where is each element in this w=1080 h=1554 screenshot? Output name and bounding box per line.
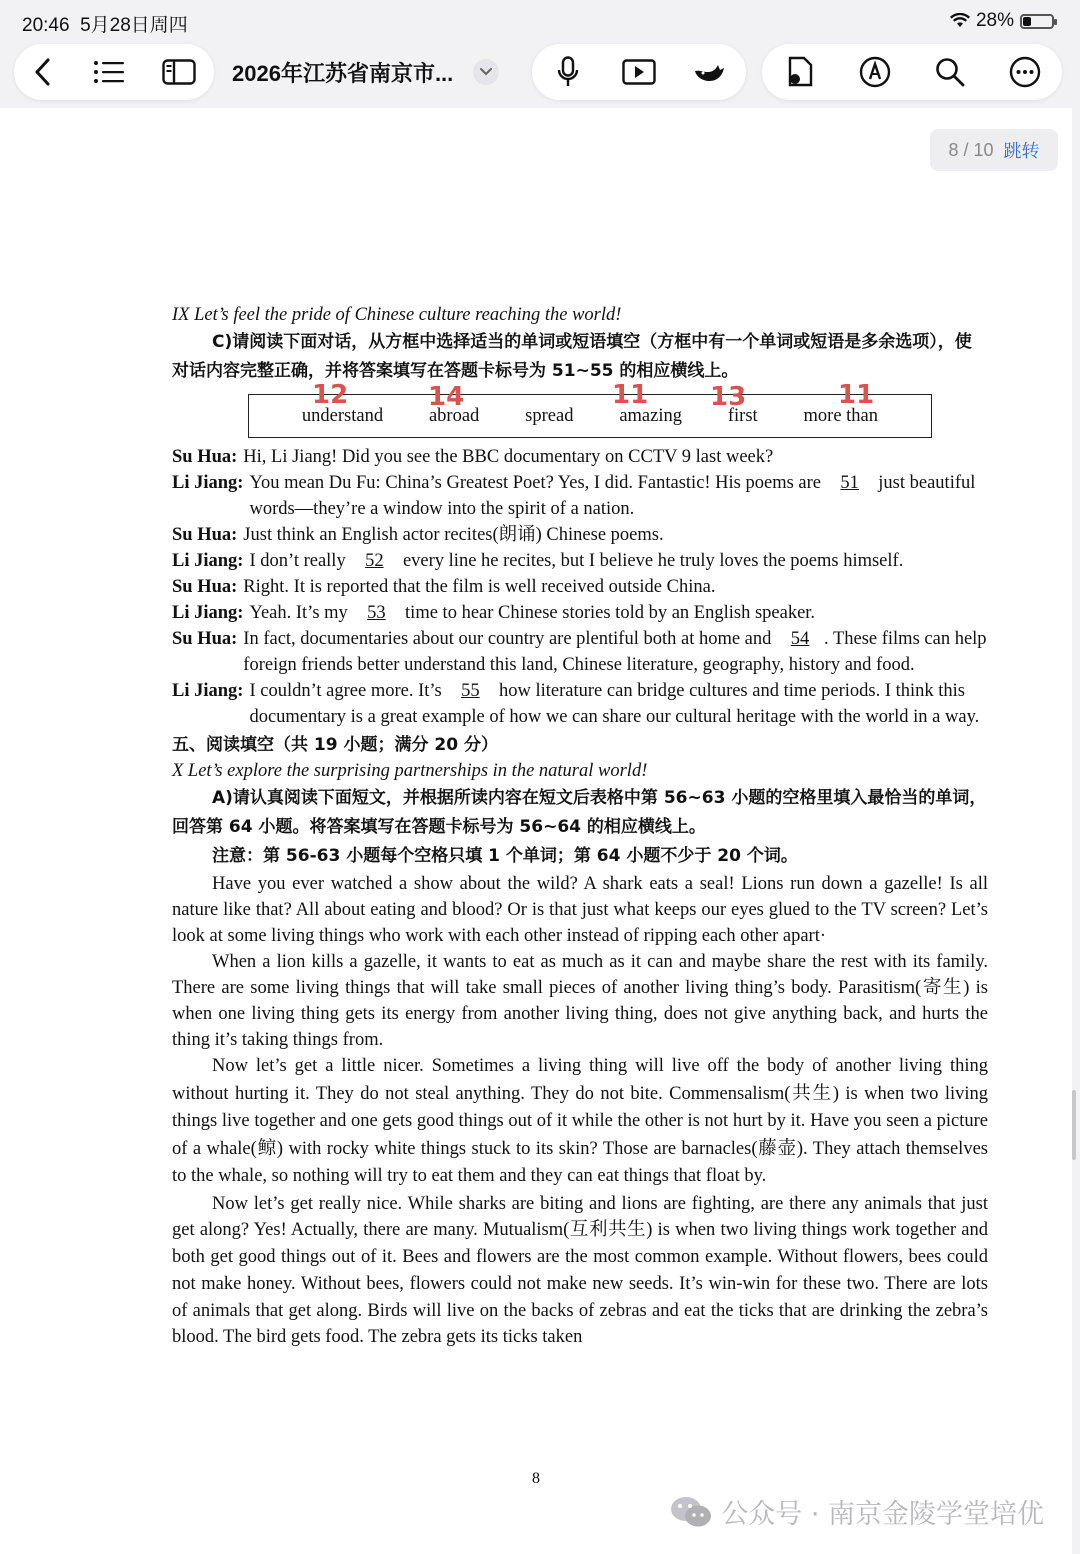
whale-icon — [693, 59, 727, 85]
ai-assistant-button[interactable] — [685, 47, 735, 97]
document-icon — [785, 56, 815, 88]
speaker: Su Hua: — [172, 629, 238, 649]
search-icon — [935, 57, 965, 87]
title-menu-button[interactable] — [473, 59, 499, 85]
more-icon — [1009, 56, 1041, 88]
toolbar-title[interactable] — [214, 44, 524, 100]
word-box — [248, 394, 932, 438]
sidebar-icon — [162, 59, 196, 85]
part-5-title: 五、阅读填空（共 19 小题；满分 20 分） — [172, 735, 498, 755]
dialogue-text: In fact, documentaries about our country are plentiful both at home and 54 . These films can help foreign friends better understand this land, Chinese literature, geography, history and food. — [243, 626, 988, 678]
handwriting-mark: 14 — [428, 382, 465, 412]
status-bar — [0, 0, 1080, 40]
annotate-button[interactable] — [850, 47, 900, 97]
blank-51: 51 — [840, 473, 859, 493]
handwriting-mark: 12 — [312, 380, 349, 410]
page-number: 8 — [532, 1470, 540, 1487]
chevron-left-icon — [32, 58, 54, 86]
back-button[interactable] — [18, 47, 68, 97]
speaker: Li Jiang: — [172, 473, 244, 493]
page-indicator[interactable] — [930, 129, 1058, 171]
word-option: spread — [525, 406, 574, 426]
speaker: Su Hua: — [172, 447, 238, 467]
paragraph: Have you ever watched a show about the wild? A shark eats a seal! Lions run down a gazelle! Is all nature like that? All about eating and blood? Or is that just what keeps our eyes glued to the TV screen? Let’s look at some living things who work with each other instead of ripping each other apart· — [172, 874, 988, 946]
word-option: amazing — [619, 406, 682, 426]
status-time: 20:46 5月28日周四 — [22, 15, 188, 36]
handwriting-mark: 13 — [710, 382, 747, 412]
blank-52: 52 — [365, 551, 384, 571]
microphone-icon — [557, 56, 579, 88]
play-icon — [622, 59, 656, 85]
paragraph: Now let’s get a little nicer. Sometimes a living thing will live off the body of another living thing without hurting it. They do not steal anything. They do not bite. Commensalism(共生) is when two living things live together and one gets good things out of it while the other is not hurt by it. Have you seen a picture of a whale(鲸) with rocky white things stuck to its skin? Those are barnacles(藤壶). They attach themselves to the whale, so nothing will try to eat them and they can eat things that float by. — [172, 1056, 988, 1186]
blank-55: 55 — [461, 681, 480, 701]
note: 注意：第 56-63 小题每个空格只填 1 个单词；第 64 小题不少于 20 个词。 — [212, 846, 798, 866]
toolbar-left — [14, 44, 214, 100]
word-option: understand — [301, 406, 384, 426]
speaker: Li Jiang: — [172, 681, 244, 701]
battery-percent: 28% — [975, 10, 1014, 31]
more-button[interactable] — [1000, 47, 1050, 97]
speaker: Su Hua: — [172, 577, 238, 597]
toolbar-media — [532, 44, 746, 100]
battery-fill — [1023, 17, 1031, 26]
watermark — [669, 1492, 1044, 1531]
speaker: Li Jiang: — [172, 551, 244, 571]
dialogue-line — [172, 678, 988, 730]
dialogue-line — [172, 548, 988, 574]
dialogue-line — [172, 522, 988, 548]
pen-circle-icon — [859, 56, 891, 88]
blank-53: 53 — [367, 603, 386, 623]
dialogue-line — [172, 444, 988, 470]
word-option: first — [727, 406, 758, 426]
dialogue-text: Right. It is reported that the film is well received outside China. — [243, 577, 716, 597]
blank-54: 54 — [790, 629, 810, 649]
section-x-title: X Let’s explore the surprising partnerships in the natural world! — [172, 761, 648, 781]
dialogue-line — [172, 600, 988, 626]
speaker: Su Hua: — [172, 525, 238, 545]
list-icon — [93, 60, 125, 84]
play-button[interactable] — [614, 47, 664, 97]
dialogue-text: Yeah. It’s my 53 time to hear Chinese stories told by an English speaker. — [249, 600, 988, 626]
dialogue-line — [172, 626, 988, 678]
microphone-button[interactable] — [543, 47, 593, 97]
status-right — [950, 10, 1054, 32]
wifi-icon — [950, 13, 970, 29]
document-content — [172, 302, 988, 1351]
dialogue-text: I couldn’t agree more. It’s 55 how literature can bridge cultures and time periods. I think this documentary is a great example of how we can share our cultural heritage with the world in a way. — [249, 678, 988, 730]
scrollbar[interactable] — [1072, 1090, 1076, 1160]
sidebar-toggle-button[interactable] — [154, 47, 204, 97]
word-option: abroad — [428, 406, 480, 426]
handwriting-mark: 11 — [612, 380, 649, 410]
dialogue-text: Just think an English actor recites(朗诵) Chinese poems. — [243, 525, 664, 545]
chevron-down-icon — [480, 68, 492, 76]
word-option: more than — [803, 406, 879, 426]
outline-button[interactable] — [84, 47, 134, 97]
page-count: 8 / 10 — [948, 139, 994, 160]
paragraph: Now let’s get really nice. While sharks are biting and lions are fighting, are there any animals that just get along? Yes! Actually, there are many. Mutualism(互利共生) is when two living things work together and both get good things out of it. Bees and flowers are the most common example. Without flowers, bees could not make honey. Without bees, flowers could not make new seeds. It’s win-win for these two. There are lots of animals that get along. Birds will live on the backs of zebras and eat the ticks that are drinking the zebra’s blood. The bird gets food. The zebra gets its ticks taken — [172, 1193, 988, 1348]
speaker: Li Jiang: — [172, 603, 244, 623]
document-title[interactable]: 2026年江苏省南京市... — [232, 60, 454, 86]
section-a-instructions: A)请认真阅读下面短文，并根据所读内容在短文后表格中第 56~63 小题的空格里填入最恰当的单词，回答第 64 小题。将答案填写在答题卡标号为 56~64 的相应横线上。 — [172, 788, 987, 837]
dialogue-line — [172, 470, 988, 522]
jump-button[interactable]: 跳转 — [1003, 141, 1040, 161]
section-c-instructions: C)请阅读下面对话，从方框中选择适当的单词或短语填空（方框中有一个单词或短语是多余选项），使对话内容完整正确，并将答案填写在答题卡标号为 51~55 的相应横线上。 — [172, 332, 972, 381]
battery-icon — [1020, 14, 1054, 29]
dialogue-text: I don’t really 52 every line he recites, but I believe he truly loves the poems himself. — [249, 548, 988, 574]
dialogue-text: Hi, Li Jiang! Did you see the BBC documentary on CCTV 9 last week? — [243, 447, 774, 467]
dialogue-text: You mean Du Fu: China’s Greatest Poet? Yes, I did. Fantastic! His poems are 51 just beautiful words—they’re a window into the spirit of a nation. — [249, 470, 988, 522]
wechat-icon — [669, 1494, 713, 1530]
section-ix-title: IX Let’s feel the pride of Chinese culture reaching the world! — [172, 305, 622, 325]
dialogue-line — [172, 574, 988, 600]
toolbar-right — [762, 44, 1062, 100]
document-search-button[interactable] — [775, 47, 825, 97]
paragraph: When a lion kills a gazelle, it wants to eat as much as it can and maybe share the rest with its family. There are some living things that will take small pieces of another living thing’s body. Parasitism(寄生) is when one living thing gets its energy from another living thing, does not give anything back, and hurts the thing it’s taking things from. — [172, 952, 988, 1050]
watermark-text: 公众号 · 南京金陵学堂培优 — [721, 1499, 1044, 1530]
handwriting-mark: 11 — [838, 380, 875, 410]
search-button[interactable] — [925, 47, 975, 97]
